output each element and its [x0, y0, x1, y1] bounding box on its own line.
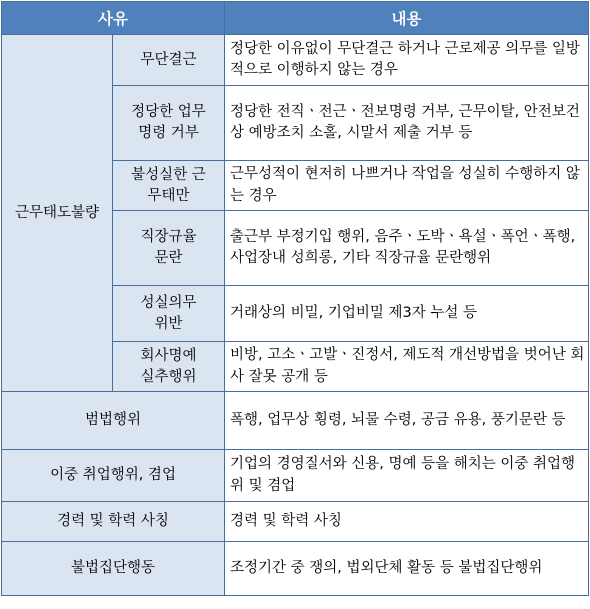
header-reason: 사유 [2, 2, 225, 35]
table-row [2, 392, 589, 450]
category-cell: 근무태도불량 [2, 35, 113, 392]
content-cell: 정당한 이유없이 무단결근 하거나 근로제공 의무를 일방적으로 이행하지 않는 경우 [225, 35, 589, 86]
table-row [2, 502, 589, 542]
header-content: 내용 [225, 2, 589, 35]
subcategory-cell: 무단결근 [113, 35, 225, 86]
disciplinary-reasons-table [1, 1, 589, 596]
table-header-row [2, 2, 589, 35]
subcategory-cell: 불성실한 근무태만 [113, 161, 225, 211]
content-cell: 정당한 전직ㆍ전근ㆍ전보명령 거부, 근무이탈, 안전보건상 예방조치 소홀, 시말서 제출 거부 등 [225, 86, 589, 161]
table-row [2, 35, 589, 86]
content-cell: 기업의 경영질서와 신용, 명예 등을 해치는 이중 취업행위 및 겸업 [225, 450, 589, 502]
table-row [2, 450, 589, 502]
subcategory-cell: 성실의무 위반 [113, 286, 225, 342]
content-cell: 조정기간 중 쟁의, 법외단체 활동 등 불법집단행위 [225, 542, 589, 596]
category-cell: 범법행위 [2, 392, 225, 450]
subcategory-cell: 회사명예 실추행위 [113, 342, 225, 392]
category-cell: 불법집단행동 [2, 542, 225, 596]
content-cell: 폭행, 업무상 횡령, 뇌물 수령, 공금 유용, 풍기문란 등 [225, 392, 589, 450]
subcategory-cell: 직장규율 문란 [113, 211, 225, 286]
content-cell: 비방, 고소ㆍ고발ㆍ진정서, 제도적 개선방법을 벗어난 회사 잘못 공개 등 [225, 342, 589, 392]
content-cell: 근무성적이 현저히 나쁘거나 작업을 성실히 수행하지 않는 경우 [225, 161, 589, 211]
content-cell: 거래상의 비밀, 기업비밀 제3자 누설 등 [225, 286, 589, 342]
table-row [2, 542, 589, 596]
content-cell: 출근부 부정기입 행위, 음주ㆍ도박ㆍ욕설ㆍ폭언ㆍ폭행, 사업장내 성희롱, 기타 직장규율 문란행위 [225, 211, 589, 286]
content-cell: 경력 및 학력 사칭 [225, 502, 589, 542]
category-cell: 경력 및 학력 사칭 [2, 502, 225, 542]
category-cell: 이중 취업행위, 겸업 [2, 450, 225, 502]
subcategory-cell: 정당한 업무명령 거부 [113, 86, 225, 161]
